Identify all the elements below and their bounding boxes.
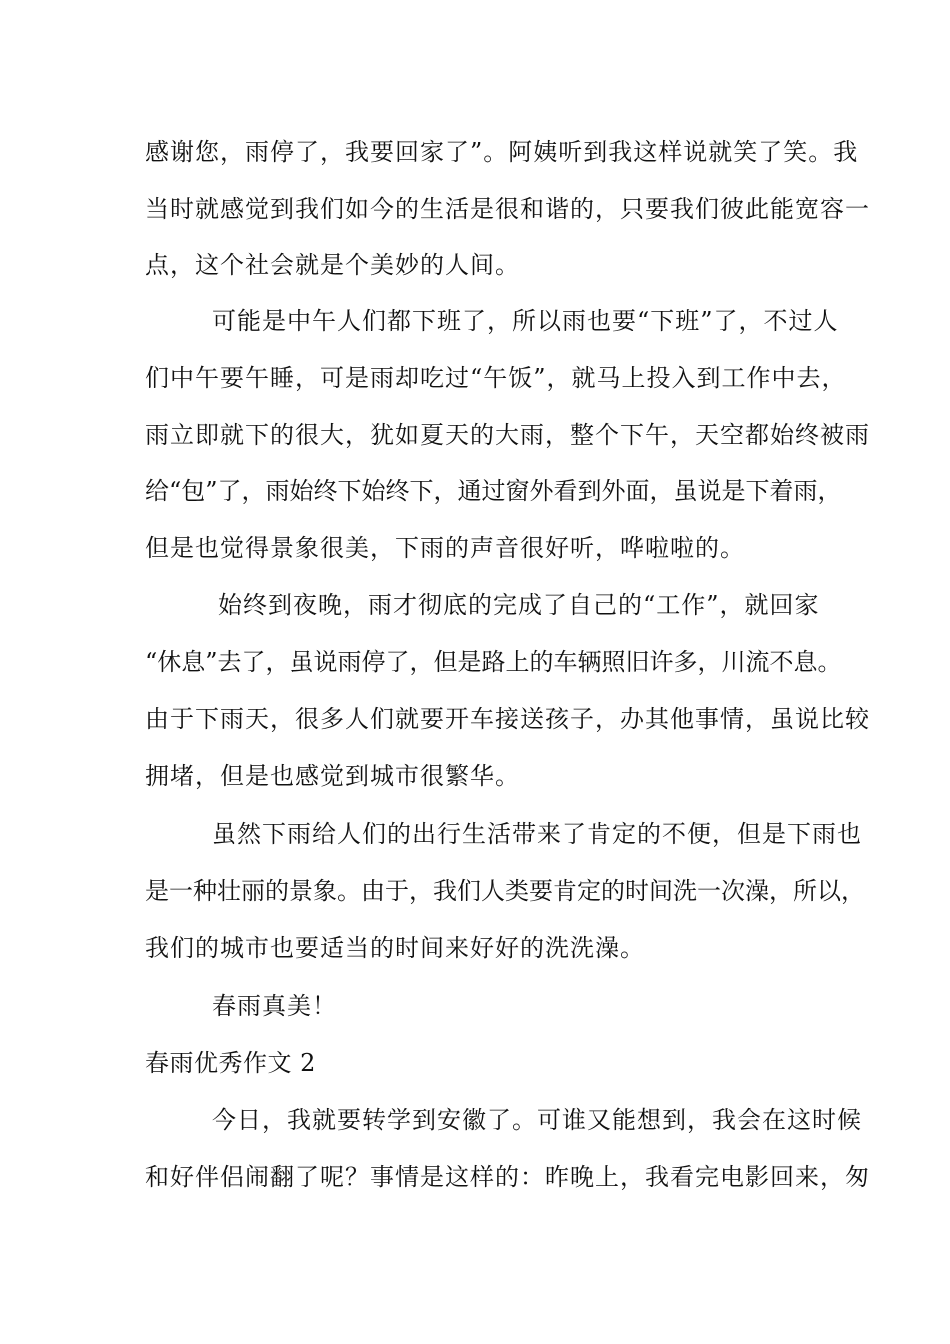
paragraph-line: 但是也觉得景象很美，下雨的声音很好听，哗啦啦的。 — [145, 534, 745, 562]
paragraph-line: 当时就感觉到我们如今的生活是很和谐的，只要我们彼此能宽容一 — [145, 195, 870, 223]
paragraph-line: 今日，我就要转学到安徽了。可谁又能想到，我会在这时候 — [212, 1106, 862, 1134]
section-title: 春雨优秀作文 2 — [145, 1049, 316, 1077]
paragraph-line: 们中午要午睡，可是雨却吃过“午饭”，就马上投入到工作中去， — [145, 364, 847, 392]
paragraph-line: 感谢您，雨停了，我要回家了”。阿姨听到我这样说就笑了笑。我 — [145, 138, 859, 166]
paragraph-line: 拥堵，但是也感觉到城市很繁华。 — [145, 762, 520, 790]
paragraph-line: “休息”去了，虽说雨停了，但是路上的车辆照旧许多，川流不息。 — [145, 648, 842, 676]
paragraph-line: 我们的城市也要适当的时间来好好的洗洗澡。 — [145, 934, 645, 962]
paragraph-line: 给“包”了，雨始终下始终下，通过窗外看到外面，虽说是下着雨， — [145, 477, 842, 505]
paragraph-line: 始终到夜晚，雨才彻底的完成了自己的“工作”，就回家 — [218, 591, 820, 619]
paragraph-line: 雨立即就下的很大，犹如夏天的大雨，整个下午，天空都始终被雨 — [145, 421, 870, 449]
paragraph-line: 是一种壮丽的景象。由于，我们人类要肯定的时间洗一次澡，所以， — [145, 877, 865, 905]
paragraph-line: 和好伴侣闹翻了呢？事情是这样的：昨晚上，我看完电影回来，匆 — [145, 1163, 870, 1191]
paragraph-line: 点，这个社会就是个美妙的人间。 — [145, 251, 520, 279]
paragraph-line: 可能是中午人们都下班了，所以雨也要“下班”了，不过人 — [212, 307, 839, 335]
paragraph-line: 由于下雨天，很多人们就要开车接送孩子，办其他事情，虽说比较 — [145, 705, 870, 733]
closing-line: 春雨真美！ — [212, 992, 337, 1020]
paragraph-line: 虽然下雨给人们的出行生活带来了肯定的不便，但是下雨也 — [212, 820, 862, 848]
